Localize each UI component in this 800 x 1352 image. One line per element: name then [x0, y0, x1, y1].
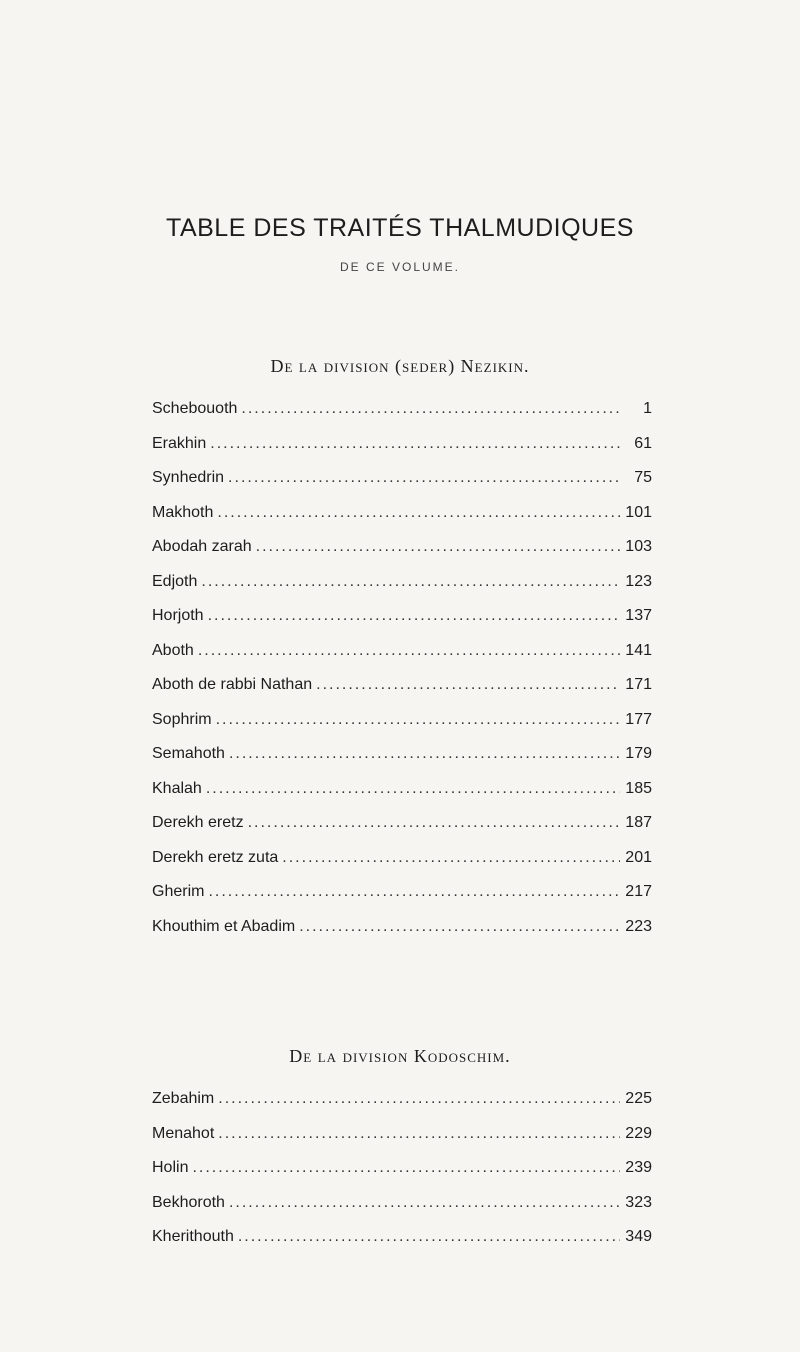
- dot-leader: [316, 676, 620, 694]
- toc-entry-page: 141: [625, 641, 652, 659]
- dot-leader: [229, 745, 620, 763]
- toc-entry-page: 185: [625, 779, 652, 797]
- toc-entry-name: Aboth de rabbi Nathan: [152, 676, 313, 693]
- toc-entry: [152, 676, 652, 711]
- dot-leader: [208, 883, 620, 901]
- toc-entry: [152, 607, 652, 642]
- toc-entry: [152, 1090, 652, 1125]
- toc-entry-page: 75: [634, 469, 652, 486]
- toc-entry-name: Holin: [152, 1159, 189, 1176]
- dot-leader: [198, 642, 620, 660]
- dot-leader: [229, 1194, 620, 1212]
- toc-entry-page: 349: [625, 1228, 652, 1245]
- toc-entry: [152, 435, 652, 470]
- section-heading: De la division (seder) Nezikin.: [270, 356, 530, 376]
- toc-entry: [152, 711, 652, 746]
- dot-leader: [206, 780, 620, 798]
- toc-entry: [152, 918, 652, 953]
- toc-entry: [152, 1228, 652, 1263]
- toc-entry-page: 323: [625, 1193, 652, 1211]
- toc-entry-name: Sophrim: [152, 710, 212, 728]
- toc-entry-name: Khouthim et Abadim: [152, 917, 296, 935]
- toc-entry-name: Menahot: [152, 1124, 215, 1142]
- toc-entry-name: Derekh eretz zuta: [152, 848, 279, 866]
- toc-entry: [152, 849, 652, 884]
- toc-entry-name: Makhoth: [152, 503, 214, 521]
- dot-leader: [248, 814, 620, 832]
- toc-entry-name: Khalah: [152, 779, 202, 797]
- section-heading: De la division Kodoschim.: [289, 1046, 511, 1066]
- toc-entry-name: Edjoth: [152, 572, 198, 590]
- toc-entry: [152, 745, 652, 780]
- dot-leader: [228, 469, 620, 487]
- page-title: TABLE DES TRAITÉS THALMUDIQUES: [166, 214, 634, 242]
- dot-leader: [282, 849, 620, 867]
- toc-entry: [152, 642, 652, 677]
- toc-entry: [152, 504, 652, 539]
- toc-entry-name: Bekhoroth: [152, 1193, 225, 1211]
- toc-entry-name: Synhedrin: [152, 469, 225, 486]
- toc-entry: [152, 780, 652, 815]
- toc-entry-page: 137: [625, 607, 652, 624]
- toc-entry-page: 1: [643, 400, 652, 417]
- dot-leader: [218, 1125, 620, 1143]
- toc-entry-name: Erakhin: [152, 434, 207, 452]
- toc-entry-name: Horjoth: [152, 607, 204, 624]
- toc-list: [152, 1090, 652, 1263]
- toc-entry-page: 171: [625, 676, 652, 693]
- toc-entry: [152, 1125, 652, 1160]
- dot-leader: [210, 435, 620, 453]
- toc-list: [152, 400, 652, 952]
- toc-entry: [152, 469, 652, 504]
- toc-entry: [152, 1159, 652, 1194]
- toc-entry-page: 123: [625, 572, 652, 590]
- dot-leader: [201, 573, 620, 591]
- toc-entry-page: 101: [625, 503, 652, 521]
- toc-entry-name: Abodah zarah: [152, 538, 252, 555]
- toc-entry: [152, 400, 652, 435]
- dot-leader: [256, 538, 620, 556]
- dot-leader: [241, 400, 620, 418]
- toc-entry-name: Schebouoth: [152, 400, 238, 417]
- dot-leader: [299, 918, 620, 936]
- toc-entry-page: 217: [625, 883, 652, 900]
- dot-leader: [238, 1228, 620, 1246]
- dot-leader: [208, 607, 620, 625]
- toc-entry-page: 177: [625, 710, 652, 728]
- toc-entry: [152, 1194, 652, 1229]
- toc-entry-name: Derekh eretz: [152, 814, 244, 831]
- dot-leader: [218, 1090, 620, 1108]
- dot-leader: [217, 504, 620, 522]
- toc-entry-page: 201: [625, 848, 652, 866]
- toc-entry-name: Kherithouth: [152, 1228, 234, 1245]
- toc-entry-page: 187: [625, 814, 652, 831]
- toc-entry-page: 239: [625, 1159, 652, 1176]
- toc-entry-page: 179: [625, 745, 652, 762]
- toc-entry-page: 223: [625, 917, 652, 935]
- toc-entry-page: 225: [625, 1090, 652, 1107]
- dot-leader: [192, 1159, 620, 1177]
- toc-entry-page: 229: [625, 1124, 652, 1142]
- toc-entry: [152, 883, 652, 918]
- toc-entry-page: 61: [634, 434, 652, 452]
- page-subtitle: DE CE VOLUME.: [339, 260, 461, 274]
- toc-entry: [152, 814, 652, 849]
- toc-entry: [152, 538, 652, 573]
- toc-entry-name: Semahoth: [152, 745, 225, 762]
- toc-entry-page: 103: [625, 538, 652, 555]
- toc-entry-name: Zebahim: [152, 1090, 215, 1107]
- dot-leader: [216, 711, 620, 729]
- toc-entry-name: Aboth: [152, 641, 194, 659]
- toc-entry-name: Gherim: [152, 883, 205, 900]
- toc-entry: [152, 573, 652, 608]
